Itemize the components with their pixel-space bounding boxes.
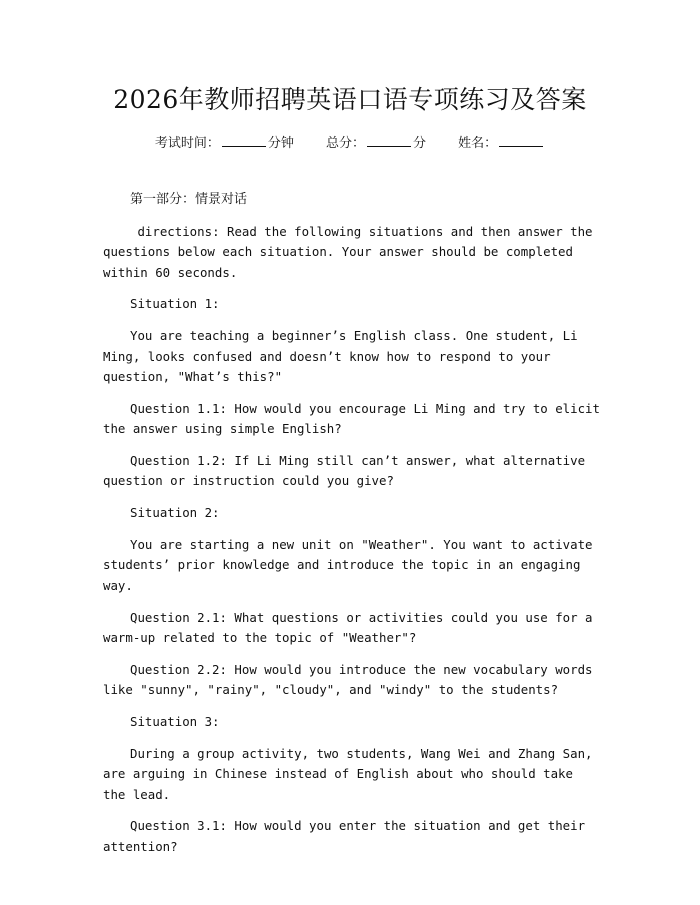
name-blank: [499, 136, 543, 147]
situation-3-heading: Situation 3:: [130, 714, 220, 730]
situation-1-heading: Situation 1:: [130, 296, 220, 312]
exam-time-blank: [222, 136, 266, 147]
total-score-field: [326, 132, 426, 151]
total-score-label: 总分：: [325, 136, 365, 151]
situation-3-text: During a group activity, two students, Wang Wei and Zhang San, are arguing in Chinese instead of English about who should take the lead.: [103, 745, 600, 802]
question-1-2: Question 1.2: If Li Ming still can’t answer, what alternative question or instruction could you give?: [103, 453, 593, 489]
exam-time-field: [155, 132, 294, 151]
name-field: [458, 132, 545, 151]
question-3-1: Question 3.1: How would you enter the situation and get their attention?: [103, 818, 593, 854]
situation-1-text: You are teaching a beginner’s English class. One student, Li Ming, looks confused and doesn’t know how to respond to your question, "What’s this?": [103, 328, 586, 385]
situation-2-text: You are starting a new unit on "Weather". You want to activate students’ prior knowledge and introduce the topic in an engaging way.: [103, 537, 600, 593]
question-2-1: Question 2.1: What questions or activities could you use for a warm-up related to the topic of "Weather"?: [103, 609, 600, 646]
document-body: [103, 190, 608, 869]
section-heading: 第一部分：情景对话: [130, 192, 248, 207]
exam-time-unit: 分钟: [267, 136, 294, 151]
document-title: 2026年教师招聘英语口语专项练习及答案: [113, 85, 587, 114]
directions-paragraph: directions: Read the following situations and then answer the questions below each situation. Your answer should be completed within 60 seconds.: [103, 223, 600, 280]
total-score-unit: 分: [413, 136, 427, 151]
total-score-blank: [367, 136, 411, 147]
question-1-1: Question 1.1: How would you encourage Li Ming and try to elicit the answer using simple English?: [103, 400, 608, 437]
exam-time-label: 考试时间：: [154, 136, 220, 151]
name-label: 姓名：: [458, 136, 498, 151]
question-2-2: Question 2.2: How would you introduce the new vocabulary words like "sunny", "rainy", "cloudy", and "windy" to the students?: [103, 661, 600, 698]
situation-2-heading: Situation 2:: [130, 505, 220, 521]
exam-info-line: [0, 132, 700, 151]
